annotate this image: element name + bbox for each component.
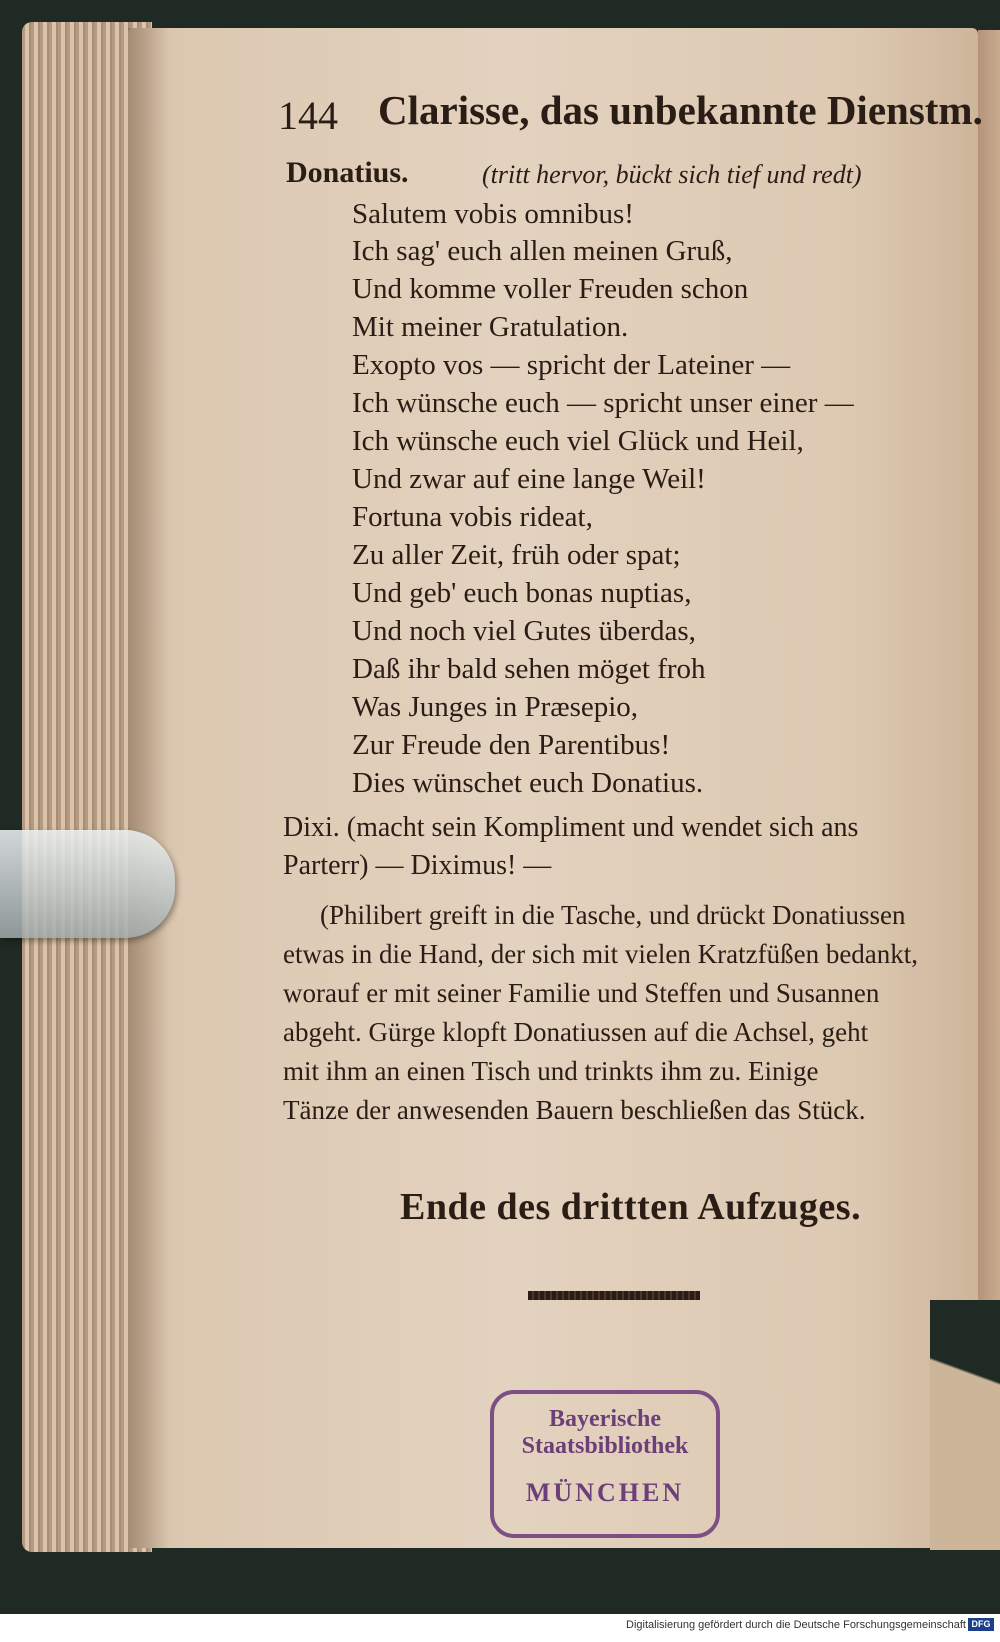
stamp-line-3: MÜNCHEN	[525, 1478, 685, 1507]
stamp-line-2: Staatsbibliothek	[521, 1433, 689, 1459]
dfg-logo: DFG	[968, 1618, 994, 1631]
verse-line: Was Junges in Præsepio,	[352, 691, 639, 723]
closing-line: Parterr) — Diximus! —	[283, 850, 552, 881]
stage-direction-line: (Philibert greift in die Tasche, und drückt Donatiussen	[320, 900, 906, 930]
verse-line: Und zwar auf eine lange Weil!	[352, 463, 706, 495]
verse-line: Mit meiner Gratulation.	[352, 311, 629, 343]
verse-line: Und noch viel Gutes überdas,	[352, 615, 696, 647]
stage-direction-line: etwas in die Hand, der sich mit vielen Kratzfüßen bedankt,	[283, 939, 919, 969]
ornamental-rule	[528, 1291, 700, 1300]
verse-line: Zur Freude den Parentibus!	[352, 729, 671, 761]
verse-line: Zu aller Zeit, früh oder spat;	[352, 539, 681, 571]
verse-line: Salutem vobis omnibus!	[352, 198, 634, 230]
footer-credit: Digitalisierung gefördert durch die Deutsche Forschungsgemeinschaft	[626, 1619, 966, 1631]
running-title: Clarisse, das unbekannte Dienstm.	[378, 87, 983, 133]
verse-line: Ich sag' euch allen meinen Gruß,	[352, 235, 733, 267]
speaker-direction: (tritt hervor, bückt sich tief und redt)	[482, 160, 862, 189]
act-ending-heading: Ende des drittten Aufzuges.	[400, 1186, 862, 1228]
verse-line: Und geb' euch bonas nuptias,	[352, 577, 692, 609]
page-number: 144	[278, 93, 338, 138]
verse-line: Exopto vos — spricht der Lateiner —	[352, 349, 791, 381]
speaker-name: Donatius.	[286, 156, 409, 189]
verse-line: Ich wünsche euch — spricht unser einer —	[352, 387, 854, 419]
stage-direction-line: abgeht. Gürge klopft Donatiussen auf die Achsel, geht	[283, 1017, 869, 1047]
torn-corner	[930, 1300, 1000, 1550]
closing-line: Dixi. (macht sein Kompliment und wendet sich ans	[283, 812, 859, 843]
verse-line: Dies wünschet euch Donatius.	[352, 767, 704, 799]
verse-line: Ich wünsche euch viel Glück und Heil,	[352, 425, 804, 457]
verse-line: Fortuna vobis rideat,	[352, 501, 593, 533]
stamp-line-1: Bayerische	[549, 1406, 661, 1432]
verse-line: Daß ihr bald sehen möget froh	[352, 653, 706, 685]
stage-direction-line: mit ihm an einen Tisch und trinkts ihm zu. Einige	[283, 1056, 819, 1086]
spine-shadow	[128, 28, 168, 1548]
library-stamp	[490, 1390, 720, 1538]
verse-line: Und komme voller Freuden schon	[352, 273, 749, 305]
page-clip	[0, 830, 175, 938]
stage-direction-line: Tänze der anwesenden Bauern beschließen das Stück.	[283, 1095, 866, 1125]
stage-direction-line: worauf er mit seiner Familie und Steffen und Susannen	[283, 978, 880, 1008]
